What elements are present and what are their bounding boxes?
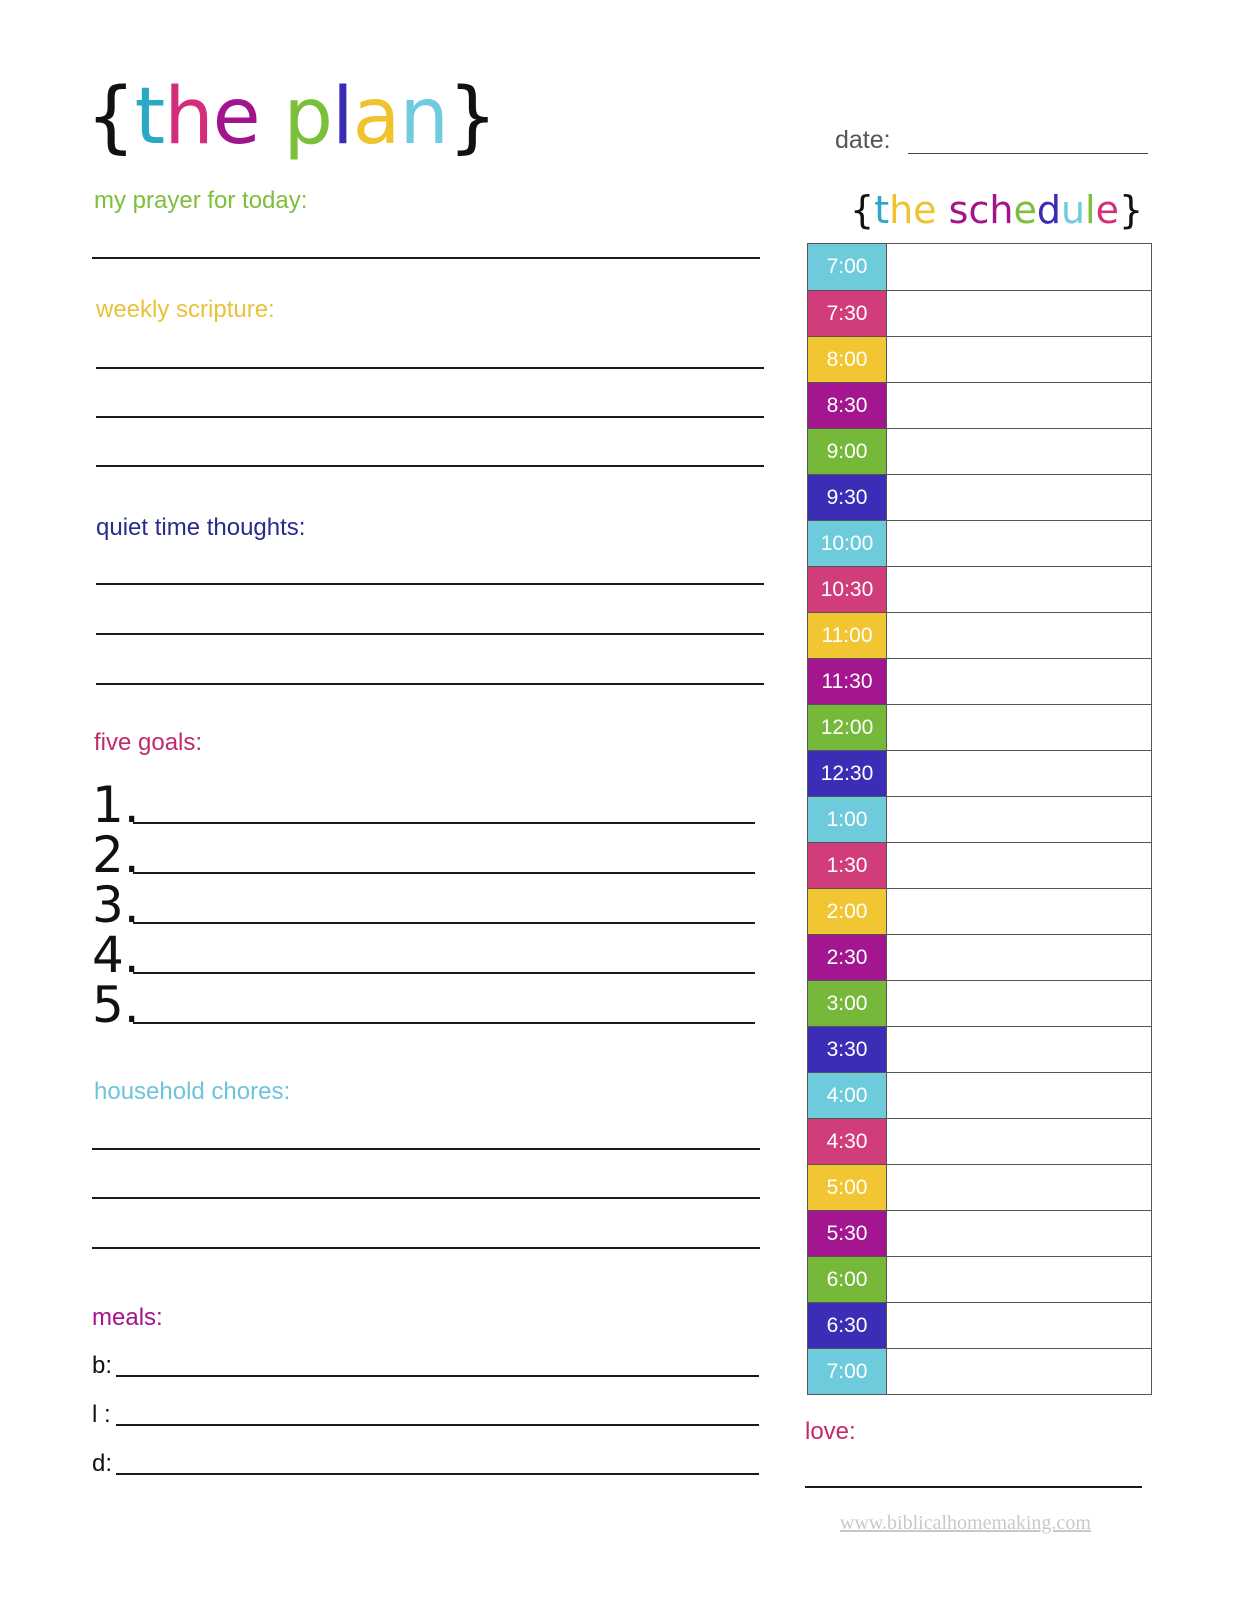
chores-line[interactable] [92,1247,760,1249]
schedule-entry-cell[interactable] [887,613,1151,658]
time-label: 3:00 [808,981,887,1026]
schedule-title-char: } [1119,188,1144,232]
schedule-entry-cell[interactable] [887,705,1151,750]
schedule-row [808,704,1151,750]
schedule-title-char: e [1095,188,1119,232]
goal-line[interactable] [133,872,755,874]
time-label: 2:00 [808,889,887,934]
schedule-row [808,796,1151,842]
time-label: 7:30 [808,291,887,336]
meal-dinner-line[interactable] [116,1473,759,1475]
schedule-title-char [937,188,949,232]
schedule-entry-cell[interactable] [887,291,1151,336]
quiet-time-line[interactable] [96,583,764,585]
schedule-row [808,1348,1151,1394]
goal-number: 3. [92,876,140,934]
time-label: 9:30 [808,475,887,520]
schedule-row [808,1164,1151,1210]
time-label: 5:00 [808,1165,887,1210]
schedule-title-char: he [889,188,937,232]
time-label: 4:30 [808,1119,887,1164]
schedule-entry-cell[interactable] [887,843,1151,888]
schedule-row [808,382,1151,428]
schedule-row [808,934,1151,980]
chores-label: household chores: [94,1078,291,1105]
title-char: e [212,72,260,162]
time-label: 3:30 [808,1027,887,1072]
title-char: { [86,72,135,162]
schedule-entry-cell[interactable] [887,1349,1151,1394]
chores-line[interactable] [92,1148,760,1150]
schedule-row [808,1210,1151,1256]
chores-line[interactable] [92,1197,760,1199]
meal-breakfast-label: b: [92,1352,113,1379]
title-char: t [134,72,165,162]
scripture-line[interactable] [96,416,764,418]
schedule-row [808,1256,1151,1302]
schedule-title-char: u [1060,188,1086,232]
schedule-row [808,842,1151,888]
time-label: 5:30 [808,1211,887,1256]
time-label: 4:00 [808,1073,887,1118]
quiet-time-label: quiet time thoughts: [96,514,306,541]
title-char [260,78,284,156]
goal-number: 2. [92,826,140,884]
time-label: 1:00 [808,797,887,842]
time-label: 1:30 [808,843,887,888]
goal-line[interactable] [133,1022,755,1024]
goal-number: 1. [92,776,140,834]
schedule-entry-cell[interactable] [887,1211,1151,1256]
schedule-entry-cell[interactable] [887,797,1151,842]
meal-lunch-line[interactable] [116,1424,759,1426]
schedule-row [808,980,1151,1026]
quiet-time-line[interactable] [96,633,764,635]
title-char: n [399,72,448,162]
schedule-row [808,1118,1151,1164]
schedule-row [808,428,1151,474]
schedule-entry-cell[interactable] [887,935,1151,980]
schedule-title-char: { [850,188,875,232]
schedule-row [808,336,1151,382]
time-label: 9:00 [808,429,887,474]
schedule-entry-cell[interactable] [887,244,1151,290]
footer-url[interactable]: www.biblicalhomemaking.com [840,1512,1091,1534]
schedule-row [808,1072,1151,1118]
scripture-line[interactable] [96,465,764,467]
schedule-table [807,243,1152,1395]
schedule-row [808,474,1151,520]
schedule-entry-cell[interactable] [887,1257,1151,1302]
schedule-entry-cell[interactable] [887,1119,1151,1164]
title-char: h [164,72,213,162]
schedule-row [808,244,1151,290]
schedule-entry-cell[interactable] [887,1303,1151,1348]
time-label: 8:00 [808,337,887,382]
schedule-entry-cell[interactable] [887,521,1151,566]
time-label: 11:30 [808,659,887,704]
schedule-entry-cell[interactable] [887,475,1151,520]
date-label: date: [835,126,891,154]
date-field[interactable] [908,153,1148,154]
meals-label: meals: [92,1304,163,1331]
schedule-entry-cell[interactable] [887,889,1151,934]
schedule-row [808,290,1151,336]
time-label: 8:30 [808,383,887,428]
time-label: 7:00 [808,1349,887,1394]
goal-line[interactable] [133,972,755,974]
prayer-label: my prayer for today: [94,187,308,214]
goal-line[interactable] [133,922,755,924]
schedule-entry-cell[interactable] [887,1027,1151,1072]
time-label: 10:00 [808,521,887,566]
time-label: 12:00 [808,705,887,750]
schedule-entry-cell[interactable] [887,429,1151,474]
meal-dinner-label: d: [92,1450,113,1477]
scripture-label: weekly scripture: [96,296,275,323]
time-label: 6:00 [808,1257,887,1302]
schedule-row [808,612,1151,658]
title-char: a [352,72,400,162]
schedule-entry-cell[interactable] [887,1073,1151,1118]
schedule-row [808,750,1151,796]
schedule-title-char: e [1013,188,1037,232]
love-label: love: [805,1418,856,1445]
title-char: p [283,72,332,162]
schedule-row [808,888,1151,934]
time-label: 10:30 [808,567,887,612]
love-line[interactable] [805,1486,1142,1488]
schedule-row [808,1026,1151,1072]
time-label: 12:30 [808,751,887,796]
goal-number: 5. [92,976,140,1034]
schedule-entry-cell[interactable] [887,659,1151,704]
schedule-title [850,188,1143,232]
time-label: 11:00 [808,613,887,658]
schedule-title-char: d [1036,188,1061,232]
scripture-line[interactable] [96,367,764,369]
schedule-entry-cell[interactable] [887,337,1151,382]
schedule-title-char: l [1085,188,1096,232]
page-title [86,72,497,162]
goal-line[interactable] [133,822,755,824]
schedule-entry-cell[interactable] [887,567,1151,612]
schedule-entry-cell[interactable] [887,383,1151,428]
schedule-row [808,658,1151,704]
goals-label: five goals: [94,729,203,756]
meal-lunch-label: l : [92,1401,111,1428]
title-char: l [331,72,353,162]
schedule-entry-cell[interactable] [887,1165,1151,1210]
time-label: 2:30 [808,935,887,980]
schedule-title-char: sch [948,188,1014,232]
schedule-row [808,520,1151,566]
quiet-time-line[interactable] [96,683,764,685]
goal-number: 4. [92,926,140,984]
schedule-title-char: t [874,188,890,232]
schedule-entry-cell[interactable] [887,751,1151,796]
title-char: } [447,72,497,162]
meal-breakfast-line[interactable] [116,1375,759,1377]
time-label: 7:00 [808,244,887,290]
schedule-row [808,1302,1151,1348]
schedule-row [808,566,1151,612]
prayer-line[interactable] [92,257,760,259]
schedule-entry-cell[interactable] [887,981,1151,1026]
time-label: 6:30 [808,1303,887,1348]
